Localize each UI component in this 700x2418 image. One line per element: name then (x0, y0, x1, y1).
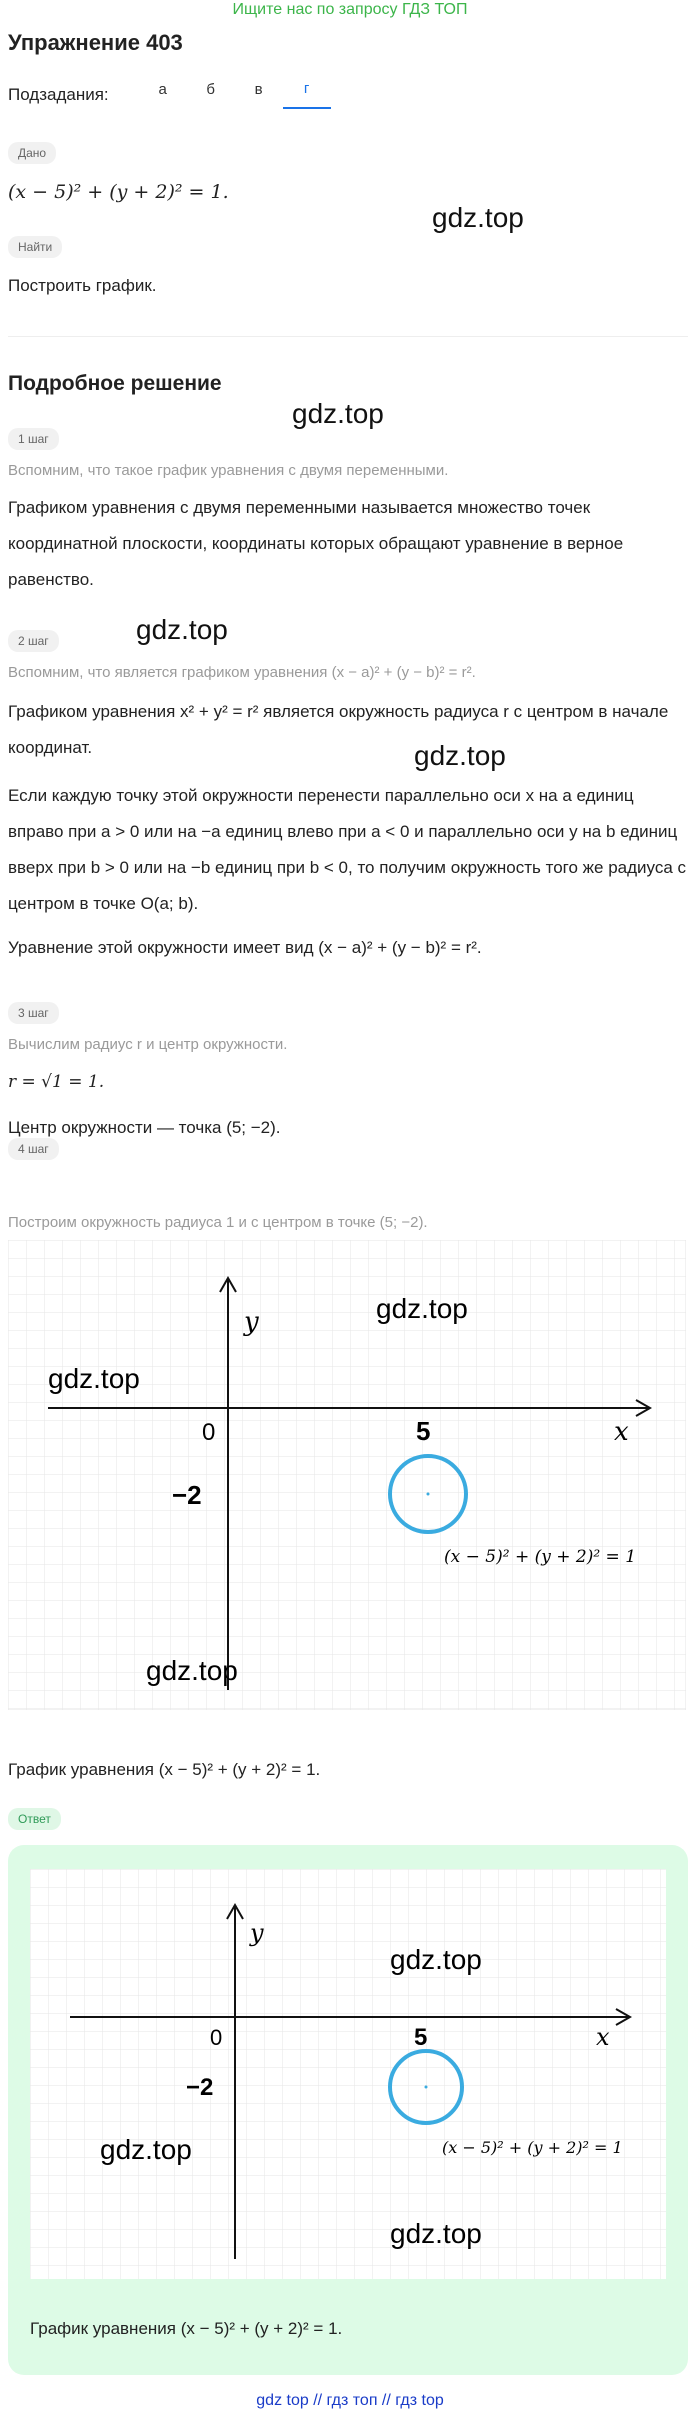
step-1-tag: 1 шаг (8, 428, 59, 450)
subtasks-label: Подзадания: (8, 84, 109, 104)
x-axis-label: x (596, 2023, 610, 2051)
step-2-hint: Вспомним, что является графиком уравнения (x − a)² + (y − b)² = r². (8, 664, 476, 681)
watermark: gdz.top (136, 614, 228, 645)
answer-tag: Ответ (8, 1808, 61, 1830)
watermark: gdz.top (292, 398, 384, 429)
tab-v[interactable]: в (254, 81, 263, 98)
grid (8, 1240, 686, 1710)
watermark: gdz.top (390, 2218, 482, 2249)
subtask-tabs (8, 80, 331, 109)
step-3-tag: 3 шаг (8, 1002, 59, 1024)
step-2-p3: Уравнение этой окружности имеет вид (x − a)² + (y − b)² = r². (8, 938, 482, 957)
x-tick-label: 5 (414, 2024, 428, 2051)
circle-graph (8, 1240, 686, 1710)
top-banner[interactable]: Ищите нас по запросу ГДЗ ТОП (232, 1, 468, 18)
watermark: gdz.top (146, 1655, 238, 1686)
step-3-hint: Вычислим радиус r и центр окружности. (8, 1036, 288, 1053)
watermark: gdz.top (390, 1944, 482, 1975)
given-tag: Дано (8, 142, 56, 164)
y-tick-label: −2 (186, 2074, 214, 2101)
answer-caption: График уравнения (x − 5)² + (y + 2)² = 1. (30, 2319, 343, 2338)
step-1-text: Графиком уравнения с двумя переменными называется множество точек координатной плоскости, координаты которых обращают уравнение в верное равенство. (8, 498, 624, 589)
origin-label: 0 (210, 2025, 223, 2050)
x-tick-label: 5 (416, 1416, 431, 1446)
y-axis-label: y (250, 1919, 264, 1947)
given-equation: (x − 5)² + (y + 2)² = 1. (8, 181, 229, 203)
step-2-p2: Если каждую точку этой окружности перенести параллельно оси x на a единиц вправо при a > 0 или на −a единиц влево при a < 0 и параллельно оси y на b единиц вверх при b > 0 или на −b единиц при b < 0, то получим окружность того же радиуса с центром в точке O(a; b). (8, 786, 687, 913)
graph-equation: (x − 5)² + (y + 2)² = 1 (442, 2138, 623, 2157)
watermark: gdz.top (48, 1363, 140, 1394)
grid (30, 1869, 666, 2279)
divider (8, 336, 688, 337)
find-tag: Найти (8, 236, 62, 258)
watermark: gdz.top (376, 1293, 468, 1324)
step-2-p1: Графиком уравнения x² + y² = r² является окружность радиуса r с центром в начале координат. (8, 702, 669, 757)
answer-circle-graph (30, 1869, 666, 2279)
origin-label: 0 (202, 1419, 216, 1446)
step-2-tag: 2 шаг (8, 630, 59, 652)
answer-box (8, 1845, 688, 2375)
tab-g[interactable]: г (283, 80, 331, 109)
page-title: Упражнение 403 (8, 30, 183, 55)
circle-center (427, 1493, 430, 1496)
step-1-hint: Вспомним, что такое график уравнения с двумя переменными. (8, 462, 449, 479)
tab-b[interactable]: б (206, 81, 215, 98)
step-4-tag: 4 шаг (8, 1138, 59, 1160)
x-axis-label: x (614, 1417, 629, 1447)
y-tick-label: −2 (172, 1480, 202, 1510)
graph-equation: (x − 5)² + (y + 2)² = 1 (444, 1547, 637, 1567)
step-4-hint: Построим окружность радиуса 1 и с центром в точке (5; −2). (8, 1214, 428, 1231)
tab-a[interactable]: а (158, 81, 167, 98)
graph-caption: График уравнения (x − 5)² + (y + 2)² = 1. (8, 1760, 321, 1779)
watermark: gdz.top (100, 2134, 192, 2165)
solution-title: Подробное решение (8, 372, 222, 395)
step-3-p2: Центр окружности — точка (5; −2). (8, 1118, 281, 1137)
footer-links[interactable]: gdz top // гдз топ // гдз top (256, 2392, 444, 2409)
circle-center (425, 2086, 428, 2089)
y-axis-label: y (244, 1307, 259, 1337)
find-text: Построить график. (8, 276, 157, 295)
watermark: gdz.top (414, 740, 506, 771)
watermark: gdz.top (432, 202, 524, 233)
step-3-p1: r = √1 = 1. (8, 1072, 105, 1092)
